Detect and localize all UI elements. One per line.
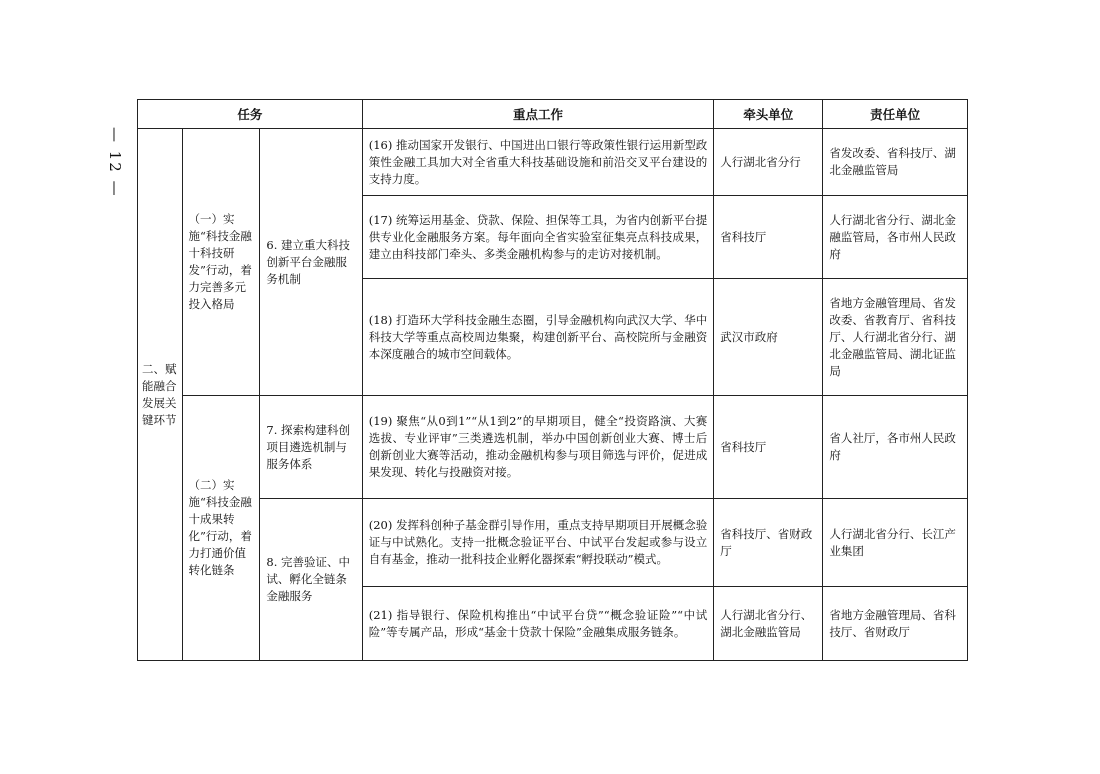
resp-cell: 省人社厅，各市州人民政府 xyxy=(823,396,968,499)
subtask-1-cell: （一）实施“科技金融十科技研发”行动，着力完善多元投入格局 xyxy=(182,129,260,396)
header-work: 重点工作 xyxy=(362,100,714,129)
work-cell: (19) 聚焦“从0到1”“从1到2”的早期项目，健全“投资路演、大赛选拔、专业评审”三类遴选机制，举办中国创新创业大赛、博士后创新创业大赛等活动，推动金融机构参与项目筛选与评价，促进成果发现、转化与投融资对接。 xyxy=(362,396,714,499)
header-task: 任务 xyxy=(138,100,363,129)
measure-8-cell: 8. 完善验证、中试、孵化全链条金融服务 xyxy=(260,499,362,661)
resp-cell: 省发改委、省科技厅、湖北金融监管局 xyxy=(823,129,968,196)
lead-cell: 武汉市政府 xyxy=(714,279,823,396)
section-cell: 二、赋能融合发展关键环节 xyxy=(138,129,183,661)
resp-cell: 省地方金融管理局、省科技厅、省财政厅 xyxy=(823,587,968,661)
page-number: — 12 — xyxy=(106,126,124,198)
lead-cell: 省科技厅 xyxy=(714,396,823,499)
work-cell: (21) 指导银行、保险机构推出“中试平台贷”“概念验证险”“中试险”等专属产品，形成“基金十贷款十保险”金融集成服务链条。 xyxy=(362,587,714,661)
lead-cell: 人行湖北省分行 xyxy=(714,129,823,196)
header-resp: 责任单位 xyxy=(823,100,968,129)
measure-6-cell: 6. 建立重大科技创新平台金融服务机制 xyxy=(260,129,362,396)
work-cell: (20) 发挥科创种子基金群引导作用，重点支持早期项目开展概念验证与中试熟化。支持一批概念验证平台、中试平台发起或参与设立自有基金，推动一批科技企业孵化器探索“孵投联动”模式。 xyxy=(362,499,714,587)
resp-cell: 人行湖北省分行、长江产业集团 xyxy=(823,499,968,587)
lead-cell: 省科技厅 xyxy=(714,196,823,279)
resp-cell: 省地方金融管理局、省发改委、省教育厅、省科技厅、人行湖北省分行、湖北金融监管局、湖北证监局 xyxy=(823,279,968,396)
table-row xyxy=(138,129,968,196)
work-cell: (18) 打造环大学科技金融生态圈，引导金融机构向武汉大学、华中科技大学等重点高校周边集聚，构建创新平台、高校院所与金融资本深度融合的城市空间载体。 xyxy=(362,279,714,396)
measure-7-cell: 7. 探索构建科创项目遴选机制与服务体系 xyxy=(260,396,362,499)
header-lead: 牵头单位 xyxy=(714,100,823,129)
lead-cell: 人行湖北省分行、湖北金融监管局 xyxy=(714,587,823,661)
work-cell: (17) 统筹运用基金、贷款、保险、担保等工具，为省内创新平台提供专业化金融服务方案。每年面向全省实验室征集亮点科技成果，建立由科技部门牵头、多类金融机构参与的走访对接机制。 xyxy=(362,196,714,279)
work-cell: (16) 推动国家开发银行、中国进出口银行等政策性银行运用新型政策性金融工具加大对全省重大科技基础设施和前沿交叉平台建设的支持力度。 xyxy=(362,129,714,196)
table-header-row xyxy=(138,100,968,129)
resp-cell: 人行湖北省分行、湖北金融监管局，各市州人民政府 xyxy=(823,196,968,279)
table-row xyxy=(138,499,968,587)
table-row xyxy=(138,396,968,499)
task-table xyxy=(137,99,968,661)
subtask-2-cell: （二）实施“科技金融十成果转化”行动，着力打通价值转化链条 xyxy=(182,396,260,661)
lead-cell: 省科技厅、省财政厅 xyxy=(714,499,823,587)
